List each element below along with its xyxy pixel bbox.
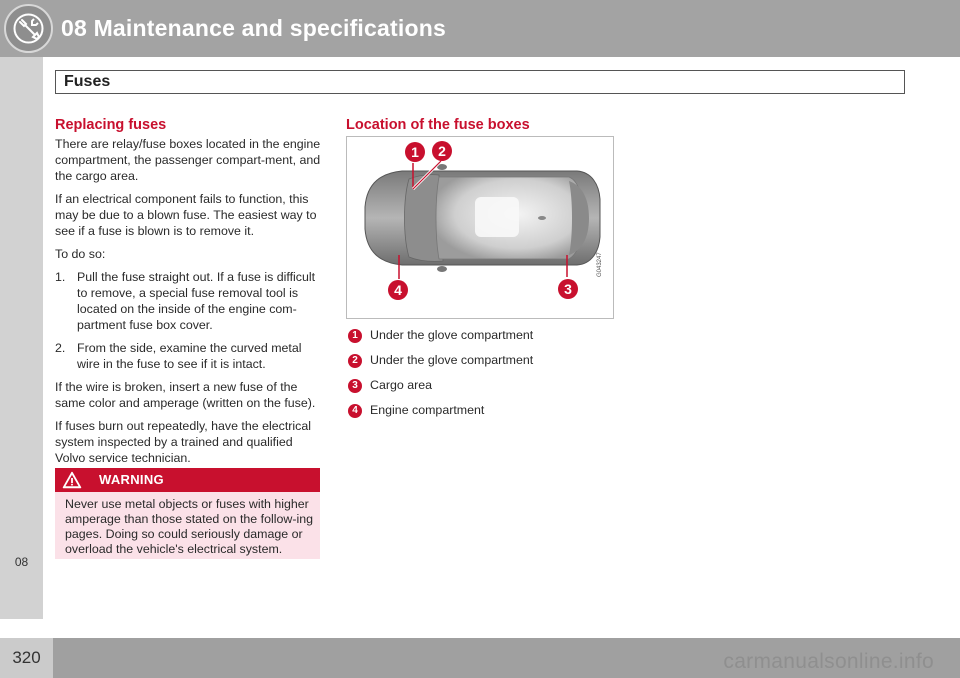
chapter-side-tab xyxy=(0,57,43,619)
callout-1-label: 1 xyxy=(411,144,419,160)
legend-item xyxy=(348,352,628,377)
legend-text: Under the glove compartment xyxy=(370,353,534,367)
paragraph: To do so: xyxy=(55,247,106,261)
warning-box xyxy=(55,468,320,559)
legend-item xyxy=(348,377,628,402)
step-text: From the side, examine the curved metal wire in the fuse to see if it is intact. xyxy=(77,341,302,371)
legend-text: Engine compartment xyxy=(370,403,485,417)
warning-text: Never use metal objects or fuses with higher amperage than those stated on the follow-ing pages. Doing so could seriously damage or overload the vehicle's electrical system. xyxy=(65,497,313,556)
warning-header xyxy=(55,468,320,492)
legend-text: Under the glove compartment xyxy=(370,328,534,342)
paragraph: There are relay/fuse boxes located in the engine compartment, the passenger compart-ment, and the cargo area. xyxy=(55,137,321,183)
replacing-fuses-heading: Replacing fuses xyxy=(55,117,167,133)
replacing-fuses-section xyxy=(55,117,323,473)
paragraph: If the wire is broken, insert a new fuse of the same color and amperage (written on the fuse). xyxy=(55,380,316,410)
page-number-box xyxy=(0,638,53,678)
chapter-title: 08 Maintenance and specifications xyxy=(61,15,446,41)
page-footer xyxy=(0,638,960,678)
step-item xyxy=(55,269,323,333)
warning-triangle-icon xyxy=(62,471,82,489)
section-title: Fuses xyxy=(64,73,111,90)
car-top-view-figure xyxy=(346,136,614,319)
car-illustration xyxy=(347,137,613,318)
legend-item xyxy=(348,402,628,427)
chapter-header xyxy=(0,0,960,57)
legend-text: Cargo area xyxy=(370,378,432,392)
paragraph: If an electrical component fails to function, this may be due to a blown fuse. The easiest way to see if a fuse is blown is to remove it. xyxy=(55,192,317,238)
legend-badge: 3 xyxy=(348,379,362,393)
step-text: Pull the fuse straight out. If a fuse is difficult to remove, a special fuse removal tool is located on the inside of the engine com-partment fuse box cover. xyxy=(77,270,316,332)
legend-badge: 2 xyxy=(348,354,362,368)
sunroof xyxy=(475,197,519,237)
side-tab-number: 08 xyxy=(14,555,29,569)
section-bar xyxy=(55,70,905,94)
legend-item xyxy=(348,327,628,352)
callout-4-label: 4 xyxy=(394,282,402,298)
callout-1 xyxy=(405,142,425,162)
callout-3-label: 3 xyxy=(564,281,572,297)
antenna xyxy=(538,216,546,220)
callout-2-label: 2 xyxy=(438,143,446,159)
figure-code: G043247 xyxy=(597,252,603,277)
step-item xyxy=(55,340,323,372)
step-number: 1. xyxy=(55,270,66,284)
page-number: 320 xyxy=(12,648,41,667)
right-mirror xyxy=(437,266,447,272)
step-number: 2. xyxy=(55,341,66,355)
callout-2 xyxy=(432,141,452,161)
legend-badge: 1 xyxy=(348,329,362,343)
warning-title: WARNING xyxy=(99,472,164,487)
fuse-location-heading: Location of the fuse boxes xyxy=(346,117,530,133)
fuse-box-legend xyxy=(348,327,628,427)
paragraph: If fuses burn out repeatedly, have the electrical system inspected by a trained and qualified Volvo service technician. xyxy=(55,419,311,465)
wrench-icon xyxy=(4,4,53,53)
legend-badge: 4 xyxy=(348,404,362,418)
callout-4 xyxy=(388,280,408,300)
steps-list xyxy=(55,269,323,372)
callout-3 xyxy=(558,279,578,299)
watermark: carmanualsonline.info xyxy=(723,650,934,673)
